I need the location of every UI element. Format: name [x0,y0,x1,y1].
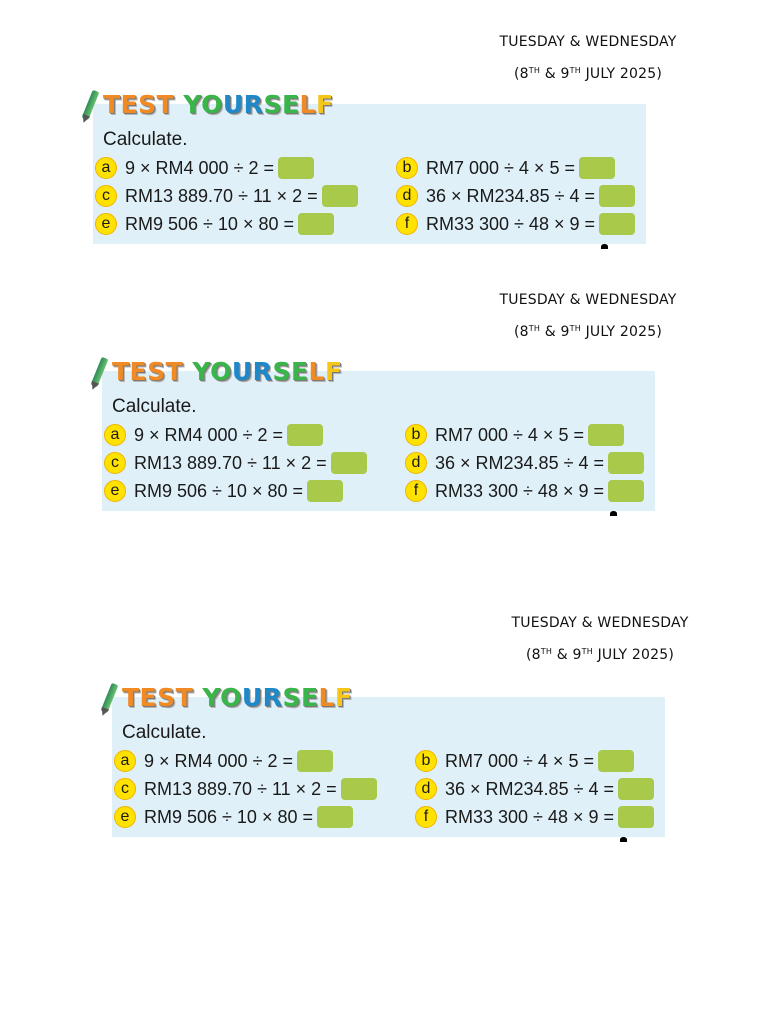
expression: RM7 000 ÷ 4 × 5 = [426,157,575,178]
pencil-icon [81,88,101,122]
title-text: TEST YOURSELF [112,357,343,386]
answer-box[interactable] [278,157,314,179]
instruction: Calculate. [122,722,207,743]
expression: 9 × RM4 000 ÷ 2 = [125,157,274,178]
letter-badge: d [405,452,427,474]
header-day: TUESDAY & WEDNESDAY [499,292,677,308]
answer-box[interactable] [331,452,367,474]
header-date: (8TH & 9TH JULY 2025) [513,324,662,340]
letter-badge: b [405,424,427,446]
question-a [114,748,333,774]
expression: RM33 300 ÷ 48 × 9 = [426,213,595,234]
letter-badge: f [415,806,437,828]
expression: RM9 506 ÷ 10 × 80 = [134,480,303,501]
title-banner [90,355,343,389]
ink-dot [620,837,627,842]
date-header [468,32,708,84]
date-header [468,290,708,342]
answer-box[interactable] [307,480,343,502]
expression: RM7 000 ÷ 4 × 5 = [445,750,594,771]
expression: RM13 889.70 ÷ 11 × 2 = [134,452,327,473]
instruction: Calculate. [103,129,188,150]
test-yourself-panel [102,357,655,511]
title-banner [100,681,353,715]
letter-badge: e [114,806,136,828]
header-date: (8TH & 9TH JULY 2025) [513,66,662,82]
answer-box[interactable] [297,750,333,772]
ink-dot [610,511,617,516]
letter-badge: b [396,157,418,179]
title-text: TEST YOURSELF [122,683,353,712]
expression: RM33 300 ÷ 48 × 9 = [435,480,604,501]
title-banner [81,88,334,122]
question-d [405,450,644,476]
question-e [104,478,343,504]
expression: RM9 506 ÷ 10 × 80 = [144,806,313,827]
expression: RM33 300 ÷ 48 × 9 = [445,806,614,827]
answer-box[interactable] [287,424,323,446]
title-text: TEST YOURSELF [103,90,334,119]
letter-badge: c [104,452,126,474]
instruction: Calculate. [112,396,197,417]
letter-badge: e [95,213,117,235]
answer-box[interactable] [618,806,654,828]
test-yourself-panel [112,683,665,837]
answer-box[interactable] [618,778,654,800]
header-day: TUESDAY & WEDNESDAY [499,34,677,50]
expression: 36 × RM234.85 ÷ 4 = [435,452,604,473]
expression: 9 × RM4 000 ÷ 2 = [144,750,293,771]
letter-badge: f [405,480,427,502]
letter-badge: d [415,778,437,800]
header-date: (8TH & 9TH JULY 2025) [525,647,674,663]
question-d [415,776,654,802]
question-c [104,450,367,476]
expression: RM9 506 ÷ 10 × 80 = [125,213,294,234]
pencil-icon [90,355,110,389]
letter-badge: d [396,185,418,207]
question-b [396,155,615,181]
letter-badge: a [114,750,136,772]
answer-box[interactable] [579,157,615,179]
letter-badge: c [95,185,117,207]
answer-box[interactable] [341,778,377,800]
expression: 9 × RM4 000 ÷ 2 = [134,424,283,445]
question-c [95,183,358,209]
pencil-icon [100,681,120,715]
expression: RM13 889.70 ÷ 11 × 2 = [144,778,337,799]
question-b [415,748,634,774]
letter-badge: a [95,157,117,179]
answer-box[interactable] [588,424,624,446]
answer-box[interactable] [322,185,358,207]
question-e [95,211,334,237]
expression: RM7 000 ÷ 4 × 5 = [435,424,584,445]
letter-badge: c [114,778,136,800]
question-a [95,155,314,181]
answer-box[interactable] [598,750,634,772]
ink-dot [601,244,608,249]
test-yourself-panel [93,90,646,244]
question-d [396,183,635,209]
question-f [396,211,635,237]
answer-box[interactable] [317,806,353,828]
question-a [104,422,323,448]
question-f [405,478,644,504]
letter-badge: e [104,480,126,502]
answer-box[interactable] [599,185,635,207]
date-header [480,613,720,665]
answer-box[interactable] [298,213,334,235]
answer-box[interactable] [608,480,644,502]
question-f [415,804,654,830]
question-e [114,804,353,830]
expression: 36 × RM234.85 ÷ 4 = [445,778,614,799]
answer-box[interactable] [599,213,635,235]
expression: 36 × RM234.85 ÷ 4 = [426,185,595,206]
letter-badge: a [104,424,126,446]
letter-badge: b [415,750,437,772]
letter-badge: f [396,213,418,235]
answer-box[interactable] [608,452,644,474]
question-c [114,776,377,802]
header-day: TUESDAY & WEDNESDAY [511,615,689,631]
question-b [405,422,624,448]
expression: RM13 889.70 ÷ 11 × 2 = [125,185,318,206]
